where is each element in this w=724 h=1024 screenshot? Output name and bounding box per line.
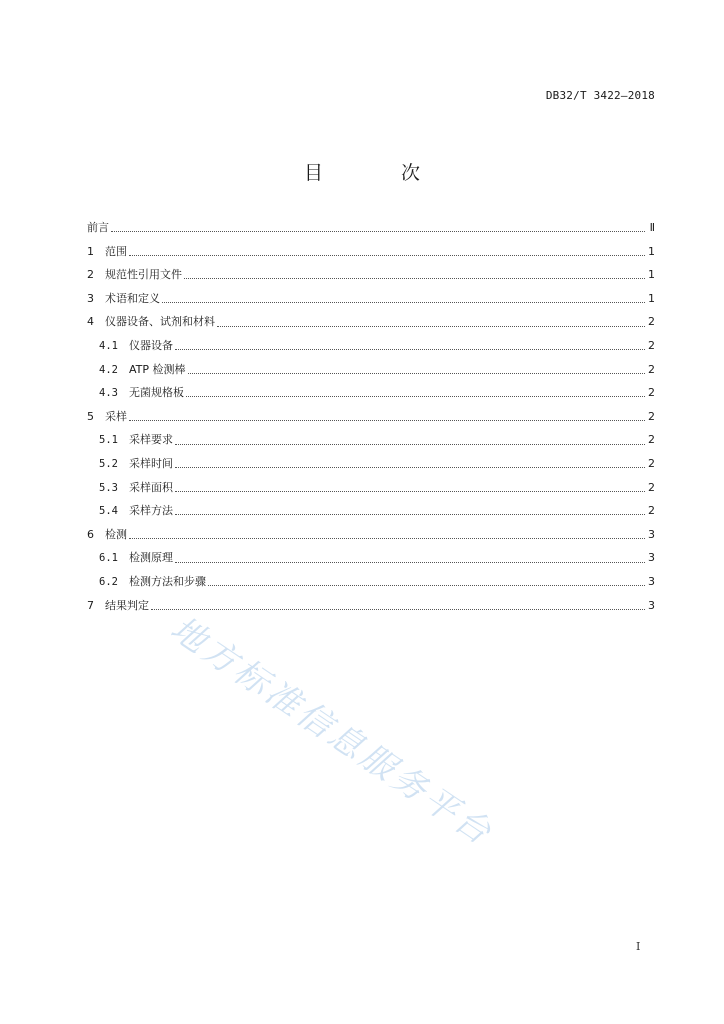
toc-leader-dots	[175, 562, 645, 563]
toc-entry-number: 6.1	[99, 552, 118, 565]
toc-entry-label: 检测方法和步骤	[129, 574, 206, 588]
toc-leader-dots	[175, 491, 645, 492]
toc-entry-page: 1	[648, 291, 655, 305]
toc-leader-dots	[184, 278, 645, 279]
page-title: 目 次	[303, 162, 457, 184]
toc-entry[interactable]	[87, 594, 655, 618]
toc-entry-label: 范围	[105, 244, 127, 258]
toc-entry-page: 2	[648, 338, 655, 352]
toc-leader-dots	[111, 231, 645, 232]
toc-leader-dots	[175, 514, 645, 515]
toc-leader-dots	[151, 609, 645, 610]
toc-entry[interactable]	[87, 523, 655, 547]
toc-entry-page: 2	[648, 409, 655, 423]
toc-entry-page: 3	[648, 551, 655, 565]
toc-entry-page: Ⅱ	[649, 221, 655, 234]
document-code: DB32/T 3422—2018	[545, 89, 655, 102]
toc-entry-label: 检测原理	[129, 551, 173, 565]
toc-leader-dots	[129, 420, 645, 421]
toc-entry-number: 7	[87, 598, 94, 612]
toc-leader-dots	[175, 467, 645, 468]
toc-entry-label: 采样方法	[129, 504, 173, 518]
toc-leader-dots	[129, 538, 645, 539]
toc-entry-page: 2	[648, 315, 655, 329]
table-of-contents	[87, 216, 655, 617]
toc-entry[interactable]	[87, 358, 655, 382]
toc-leader-dots	[217, 326, 645, 327]
toc-entry[interactable]	[87, 405, 655, 429]
toc-entry-page: 3	[648, 598, 655, 612]
toc-entry-number: 1	[87, 244, 94, 258]
toc-leader-dots	[175, 349, 645, 350]
page-number: I	[636, 940, 641, 953]
toc-entry-number: 4.2	[99, 363, 118, 376]
toc-entry-page: 3	[648, 574, 655, 588]
toc-entry[interactable]	[87, 546, 655, 570]
toc-entry-label: 规范性引用文件	[105, 268, 182, 282]
toc-entry[interactable]	[87, 570, 655, 594]
toc-entry-number: 4.3	[99, 387, 118, 400]
toc-entry[interactable]	[87, 334, 655, 358]
toc-entry-page: 2	[648, 480, 655, 494]
toc-entry-label: 无菌规格板	[129, 386, 184, 400]
toc-entry[interactable]	[87, 310, 655, 334]
toc-leader-dots	[129, 255, 645, 256]
toc-leader-dots	[188, 373, 645, 374]
toc-entry[interactable]	[87, 499, 655, 523]
toc-leader-dots	[175, 444, 645, 445]
toc-entry-number: 4	[87, 315, 94, 329]
toc-entry[interactable]	[87, 263, 655, 287]
toc-entry[interactable]	[87, 428, 655, 452]
toc-entry-label: 采样	[105, 409, 127, 423]
toc-entry[interactable]	[87, 240, 655, 264]
watermark: 地方标准信息服务平台	[163, 608, 501, 855]
toc-entry-label: 采样面积	[129, 480, 173, 494]
toc-entry-label: 仪器设备、试剂和材料	[105, 315, 215, 329]
toc-entry-page: 2	[648, 386, 655, 400]
toc-entry-page: 2	[648, 456, 655, 470]
toc-entry-number: 2	[87, 268, 94, 282]
toc-entry-label: 前言	[87, 221, 109, 234]
toc-entry-number: 5.3	[99, 481, 118, 494]
toc-entry-page: 1	[648, 268, 655, 282]
toc-entry-number: 5.4	[99, 505, 118, 518]
toc-entry-number: 4.1	[99, 339, 118, 352]
toc-entry-number: 5.1	[99, 434, 118, 447]
toc-entry[interactable]	[87, 216, 655, 240]
toc-entry-label: 结果判定	[105, 598, 149, 612]
toc-entry-label: 采样时间	[129, 456, 173, 470]
toc-entry-page: 2	[648, 362, 655, 376]
toc-entry[interactable]	[87, 452, 655, 476]
toc-entry-number: 5	[87, 409, 94, 423]
toc-entry[interactable]	[87, 381, 655, 405]
toc-entry-number: 6	[87, 527, 94, 541]
toc-entry-page: 2	[648, 504, 655, 518]
toc-entry-label: 检测	[105, 527, 127, 541]
toc-entry[interactable]	[87, 476, 655, 500]
toc-entry-label: 采样要求	[129, 433, 173, 447]
toc-entry-number: 6.2	[99, 575, 118, 588]
toc-entry[interactable]	[87, 287, 655, 311]
toc-entry-label: 术语和定义	[105, 291, 160, 305]
toc-entry-page: 3	[648, 527, 655, 541]
toc-entry-label: 仪器设备	[129, 338, 173, 352]
toc-entry-number: 5.2	[99, 457, 118, 470]
toc-leader-dots	[186, 396, 645, 397]
toc-leader-dots	[162, 302, 645, 303]
toc-entry-page: 2	[648, 433, 655, 447]
toc-entry-label: ATP 检测棒	[129, 362, 186, 376]
toc-entry-number: 3	[87, 291, 94, 305]
toc-entry-page: 1	[648, 244, 655, 258]
toc-leader-dots	[208, 585, 645, 586]
